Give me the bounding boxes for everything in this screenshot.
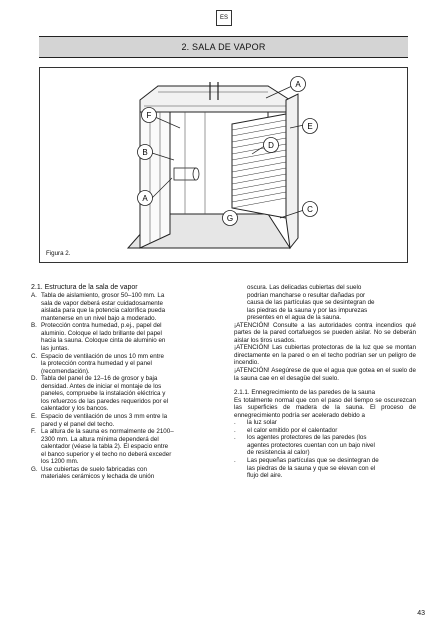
sauna-construction-diagram [40, 68, 407, 262]
item-label: G. [31, 465, 38, 473]
svg-text:A: A [295, 80, 301, 89]
continuation-line: oscura. Las delicadas cubiertas del suelo [247, 284, 362, 291]
structure-item [31, 413, 217, 428]
bullet-item [234, 419, 416, 427]
left-column [31, 284, 217, 481]
bullet-text [247, 457, 379, 480]
item-text [41, 322, 217, 352]
left-wall [140, 112, 170, 248]
item-text [41, 413, 217, 428]
right-outer-wall [286, 94, 298, 248]
warning-fire-authorities: ¡ATENCIÓN! Consulte a las autoridades contra incendios qué partes de la pared cortafuegos se pueden aislar. No se deberán aislar los tiros usados. [234, 321, 416, 344]
item-line: el banco superior y el techo no deberá exceder [41, 450, 172, 458]
warning-light-covers: ¡ATENCIÓN! Las cubiertas protectoras de la luz que se montan directamente en la pared o en el techo podrían ser un peligro de incendio. [234, 344, 416, 367]
svg-text:C: C [307, 205, 313, 214]
item-text [41, 292, 217, 322]
subsection-heading: 2.1.1. Ennegrecimiento de las paredes de la sauna [234, 389, 376, 397]
item-line: (recomendación). [41, 367, 90, 375]
continuation-line: causa de las partículas que se desintegran de [247, 299, 375, 307]
structure-item [31, 322, 217, 352]
bullet-line: los agentes protectores de las paredes (los [247, 434, 367, 442]
item-line: calentador (véase la tabla 2). El espacio entre [41, 443, 169, 451]
item-label: B. [31, 322, 37, 330]
item-line: La altura de la sauna es normalmente de 2100– [41, 428, 174, 436]
svg-text:D: D [268, 141, 274, 150]
bullet-text [247, 434, 375, 457]
bullet-line: flujo del aire. [247, 472, 283, 480]
bullet-marker: . [234, 457, 236, 465]
item-line: paneles, compruebe la instalación eléctrica y [41, 390, 166, 398]
item-label: C. [31, 352, 38, 360]
item-line: las juntas. [41, 345, 70, 353]
callout-A-top [291, 77, 306, 92]
structure-list [31, 292, 217, 481]
bullet-marker: . [234, 426, 236, 434]
figure-caption: Figura 2. [46, 250, 71, 257]
item-text [41, 353, 217, 376]
item-label: D. [31, 375, 38, 383]
bullet-line: el calor emitido por el calentador [247, 426, 338, 434]
callout-F [142, 108, 157, 123]
callout-E [303, 119, 318, 134]
callout-C [303, 202, 318, 217]
item-line: calentador y los bancos. [41, 405, 109, 413]
bullet-line: las piedras de la sauna y que se elevan con el [247, 464, 376, 472]
callout-G [223, 211, 238, 226]
bullet-text [247, 427, 337, 435]
item-line: Tabla del panel de 12–16 de grosor y baja [41, 375, 158, 383]
item-text [41, 466, 217, 481]
structure-item [31, 466, 217, 481]
ceiling [140, 86, 290, 112]
insulation-roll-end [193, 168, 199, 180]
continuation-line: podrían mancharse o resultar dañadas por [247, 291, 366, 299]
item-line: densidad. Antes de iniciar el montaje de los [41, 382, 162, 390]
figure-2 [39, 67, 408, 263]
structure-item [31, 375, 217, 413]
section-heading: 2.1. Estructura de la sala de vapor [31, 284, 138, 291]
item-line: pared y el panel del techo. [41, 420, 115, 428]
bullet-line: agentes protectores cuentan con un bajo nivel [247, 441, 375, 449]
item-text [41, 375, 217, 413]
callout-D [264, 138, 279, 153]
bullet-text [247, 419, 277, 427]
continuation-line: presentes en el agua de la sauna. [247, 314, 342, 322]
item-line: los refuerzos de las paredes requeridos por el [41, 397, 169, 405]
item-line: materiales cerámicos y lechada de unión [41, 473, 155, 481]
darkening-paragraph: Es totalmente normal que con el paso del tiempo se oscurezcan las superficies de madera de la sauna. El proceso de ennegrecimiento podría ser acelerado debido a [234, 396, 416, 419]
right-wall-panels [232, 114, 286, 218]
bullet-marker: . [234, 434, 236, 442]
item-line: Espacio de ventilación de unos 10 mm entre [41, 352, 164, 360]
language-tab: ES [216, 10, 232, 26]
section-title: 2. SALA DE VAPOR [39, 36, 408, 58]
item-label: F. [31, 428, 36, 436]
item-line: hacia la sauna. Coloque cinta de aluminio en [41, 337, 166, 345]
bullet-item [234, 427, 416, 435]
item-line: mantenerse en un nivel bajo a moderado. [41, 314, 157, 322]
continuation-line: las piedras de la sauna y por las impurezas [247, 306, 368, 314]
structure-item [31, 353, 217, 376]
svg-text:E: E [307, 122, 313, 131]
bullet-line: de resistencia al calor) [247, 449, 310, 457]
bullet-item [234, 434, 416, 457]
structure-item [31, 292, 217, 322]
svg-text:F: F [146, 111, 152, 120]
item-label: A. [31, 292, 37, 300]
item-line: sala de vapor deberá estar cuidadosamente [41, 299, 163, 307]
bullet-item [234, 457, 416, 480]
item-line: Protección contra humedad, p.ej., papel del [41, 322, 162, 330]
callout-A-left [138, 191, 153, 206]
item-line: Use cubiertas de suelo fabricadas con [41, 465, 147, 473]
svg-text:A: A [142, 194, 148, 203]
svg-text:B: B [142, 148, 148, 157]
bullet-line: Las pequeñas partículas que se desintegran de [247, 457, 379, 465]
item-line: Espacio de ventilación de unos 3 mm entre la [41, 412, 168, 420]
item-label: E. [31, 412, 37, 420]
item-line: los 1200 mm. [41, 458, 79, 466]
svg-text:G: G [226, 214, 234, 223]
page-number: 43 [417, 610, 425, 617]
item-line: 2300 mm. La altura mínima dependerá del [41, 435, 159, 443]
bullet-marker: . [234, 419, 236, 427]
darkening-causes-list [234, 419, 416, 479]
item-line: la protección contra humedad y el panel [41, 360, 152, 368]
floor-cover-continuation [234, 284, 416, 322]
right-column [234, 284, 416, 480]
item-line: aluminio. Coloque el lado brillante del papel [41, 329, 162, 337]
item-line: aislada para que la potencia calorífica pueda [41, 307, 166, 315]
warning-floor-drain: ¡ATENCIÓN! Asegúrese de que el agua que gotea en el suelo de la sauna cae en el desagüe del suelo. [234, 367, 416, 382]
callout-B [138, 145, 153, 160]
item-text [41, 428, 217, 466]
item-line: Tabla de aislamiento, grosor 50–100 mm. La [41, 292, 165, 300]
bullet-line: la luz solar [247, 419, 277, 427]
structure-item [31, 428, 217, 466]
